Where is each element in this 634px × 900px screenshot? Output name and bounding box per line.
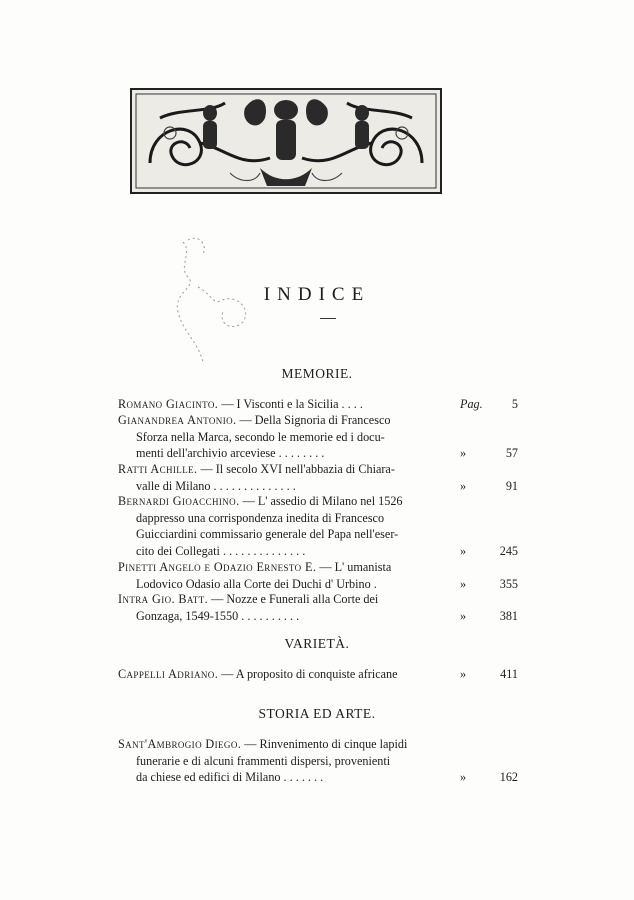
entry-author: Bernardi Gioacchino. bbox=[118, 494, 240, 508]
entry-author: Cappelli Adriano. bbox=[118, 667, 219, 681]
entry-title-line: cito dei Collegati . . . . . . . . . . . . . . bbox=[136, 543, 306, 558]
page-number: 5 bbox=[511, 397, 518, 411]
entry-author: Intra Gio. Batt. bbox=[118, 592, 209, 606]
page-number: 57 bbox=[505, 446, 518, 460]
entry-title-line: Lodovico Odasio alla Corte dei Duchi d' Urbino . bbox=[136, 576, 377, 591]
toc-entry bbox=[118, 666, 518, 683]
toc-entry bbox=[118, 412, 518, 462]
page-prefix: » bbox=[460, 667, 467, 681]
page-prefix: » bbox=[460, 576, 467, 591]
page-prefix: » bbox=[460, 446, 467, 460]
section-heading-storia-ed-arte: STORIA ED ARTE. bbox=[258, 706, 376, 721]
entry-title-line: Guicciardini commissario generale del Papa nell'eser- bbox=[136, 527, 399, 541]
section-heading-memorie: MEMORIE. bbox=[281, 366, 353, 381]
page-number: 411 bbox=[500, 667, 518, 681]
entry-author: Sant'Ambrogio Diego. bbox=[118, 737, 242, 751]
entry-title: — Nozze e Funerali alla Corte dei bbox=[211, 592, 379, 606]
entry-title-line: funerarie e di alcuni frammenti dispersi, provenienti bbox=[136, 753, 391, 768]
entry-title: — L' umanista bbox=[319, 560, 392, 574]
page-prefix: » bbox=[460, 478, 467, 493]
page-number: 162 bbox=[499, 770, 518, 784]
entry-title: — I Visconti e la Sicilia . . . . bbox=[221, 397, 363, 411]
entry-title-line: Sforza nella Marca, secondo le memorie ed i docu- bbox=[136, 429, 385, 444]
entry-title: — Della Signoria di Francesco bbox=[239, 413, 391, 427]
entry-title: — Rinvenimento di cinque lapidi bbox=[244, 737, 408, 751]
page-prefix: » bbox=[460, 608, 467, 623]
toc-entry bbox=[118, 461, 518, 494]
toc-entry bbox=[118, 493, 518, 559]
entry-title-line: da chiese ed edifici di Milano . . . . . . . bbox=[136, 770, 324, 784]
page-title: INDICE bbox=[263, 284, 371, 305]
page-number: 91 bbox=[505, 478, 518, 493]
entry-author: Pinetti Angelo e Odazio Ernesto E. bbox=[118, 560, 317, 574]
toc-entry bbox=[118, 396, 518, 413]
ornamental-headpiece bbox=[130, 88, 442, 194]
entry-title: — L' assedio di Milano nel 1526 bbox=[242, 494, 403, 508]
page-number: 245 bbox=[499, 543, 518, 558]
entry-title-line: menti dell'archivio arceviese . . . . . . . . bbox=[136, 446, 325, 460]
section-heading-varieta: VARIETÀ. bbox=[284, 636, 350, 651]
entry-author: Ratti Achille. bbox=[118, 462, 198, 476]
entry-title: — Il secolo XVI nell'abbazia di Chiara- bbox=[200, 462, 395, 476]
entry-title-line: valle di Milano . . . . . . . . . . . . . . bbox=[136, 478, 296, 493]
entry-title-line: dappresso una corrispondenza inedita di Francesco bbox=[136, 510, 385, 525]
toc-entry bbox=[118, 559, 518, 592]
toc-entry bbox=[118, 591, 518, 624]
entry-author: Romano Giacinto. bbox=[118, 397, 219, 411]
page-prefix: Pag. bbox=[460, 397, 483, 411]
entry-title-line: Gonzaga, 1549-1550 . . . . . . . . . . bbox=[136, 608, 300, 623]
page-number: 381 bbox=[499, 608, 518, 623]
entry-title: — A proposito di conquiste africane bbox=[221, 667, 398, 681]
toc-entry bbox=[118, 736, 518, 786]
entry-author: Gianandrea Antonio. bbox=[118, 413, 237, 427]
page-number: 355 bbox=[499, 576, 518, 591]
title-rule bbox=[320, 318, 336, 319]
page-prefix: » bbox=[460, 543, 467, 558]
page-prefix: » bbox=[460, 770, 467, 784]
